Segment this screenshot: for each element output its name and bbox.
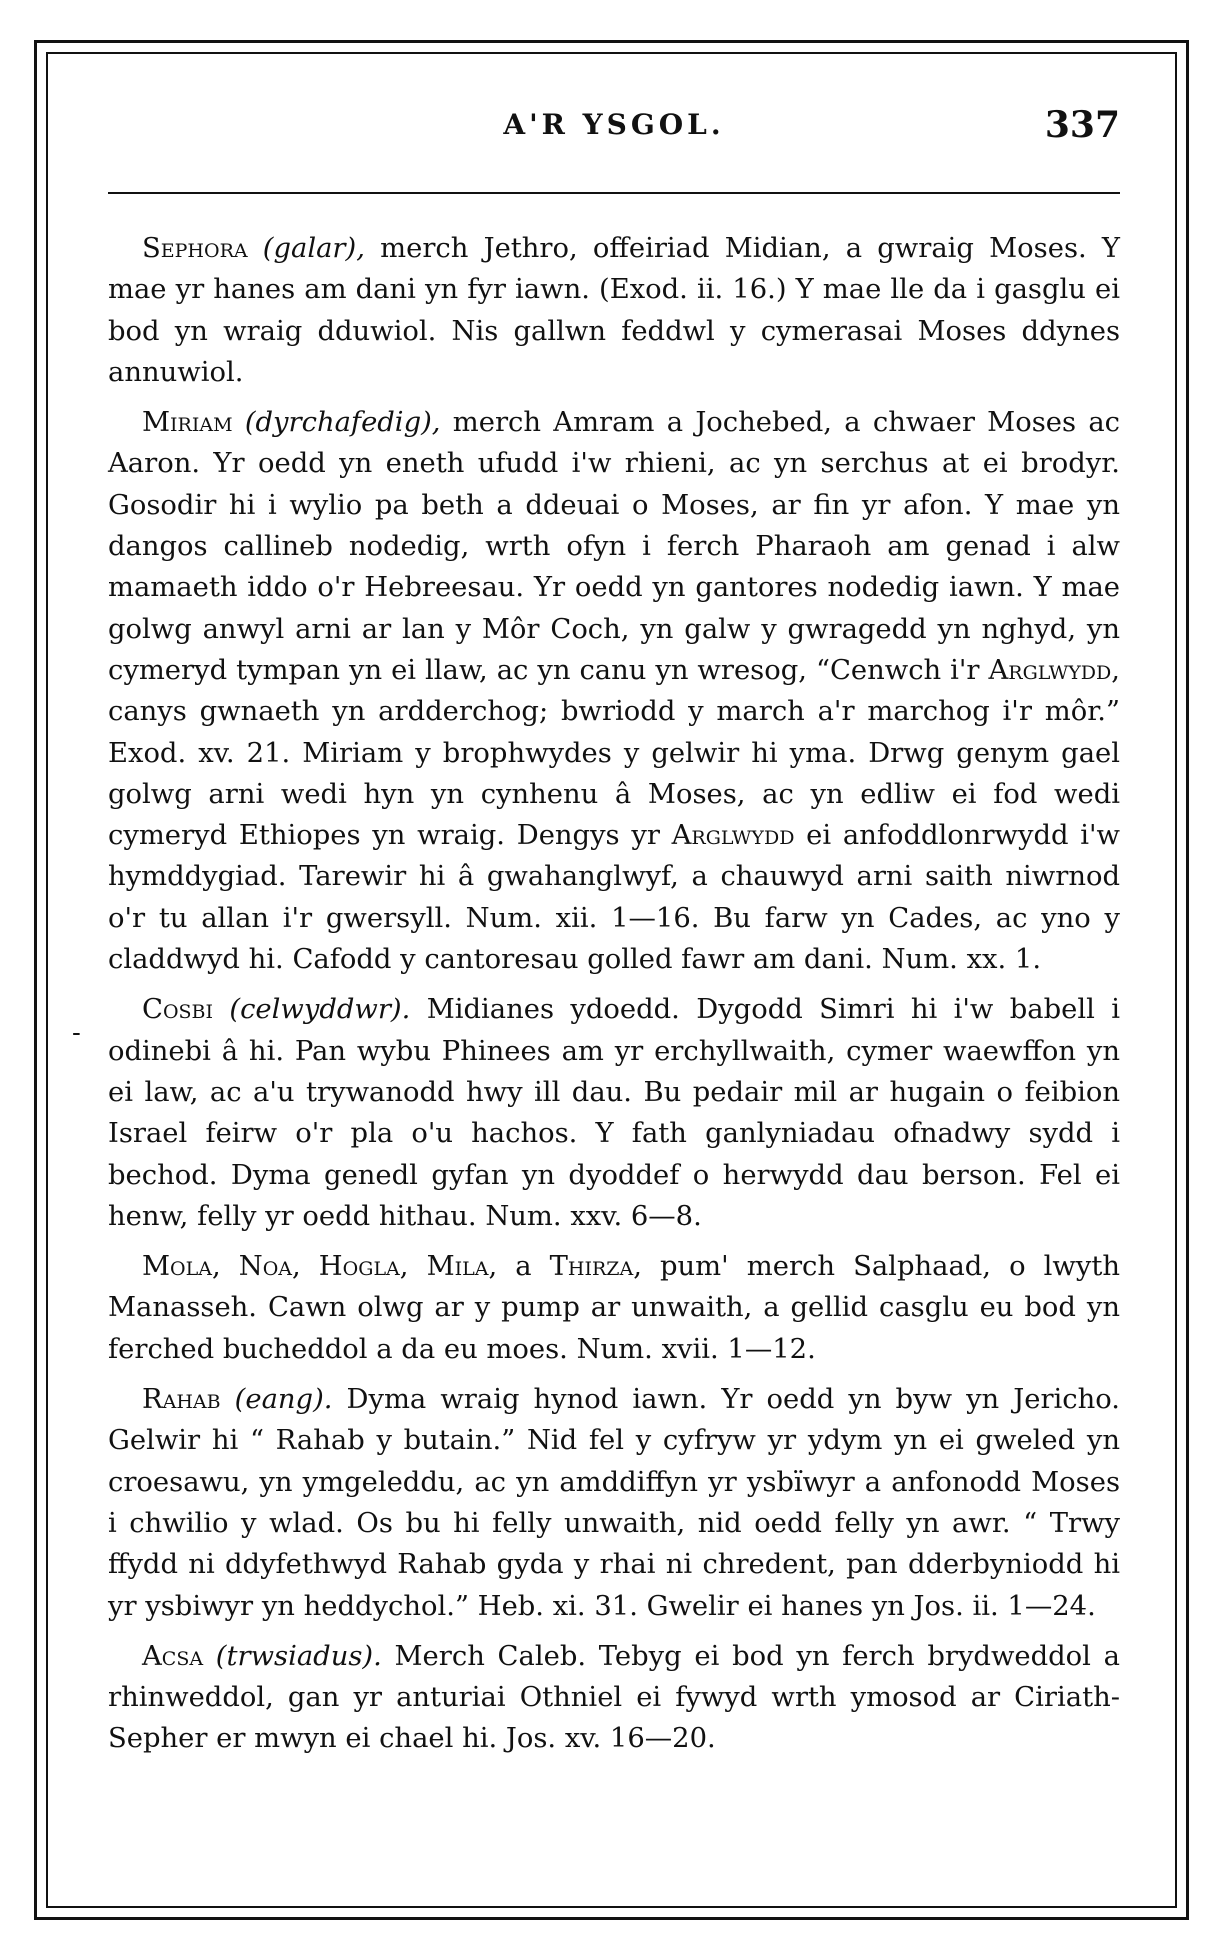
entry-gloss: (galar), — [262, 233, 365, 264]
running-title: A'R YSGOL. — [503, 108, 725, 141]
entry-text: Midianes ydoedd. Dygodd Simri hi i'w babell i odinebi â hi. Pan wybu Phinees am yr erchyllwaith, cymer waewffon yn ei law, ac a'u trywanodd hwy ill dau. Bu pedair mil ar hugain o feibion Israel feirw o'r pla o'u hachos. Y fath ganlyniadau ofnadwy sydd i bechod. Dyma genedl gyfan yn dyoddef o herwydd dau berson. Fel ei henw, felly yr oedd hithau. Num. xxv. 6—8. — [108, 994, 1120, 1232]
entry-name: Acsa — [142, 1640, 204, 1672]
entry-text: , canys gwnaeth yn ardderchog; bwriodd y march a'r marchog i'r môr.” Exod. xv. 21. Miriam y brophwydes y gelwir hi yma. Drwg genym gael golwg arni wedi hyn yn cynhenu â Moses, ac yn edliw ei fod wedi cymeryd Ethiopes yn wraig. Dengys yr — [108, 654, 1120, 852]
entry-text: Dyma wraig hynod iawn. Yr oedd yn byw yn Jericho. Gelwir hi “ Rahab y butain.” Nid fel y cyfryw yr ydym yn ei gweled yn croesawu, yn ymgeleddu, ac yn amddiffyn yr ysbïwyr a anfonodd Moses i chwilio y wlad. Os bu hi felly unwaith, nid oedd felly yn awr. “ Trwy ffydd ni ddyfethwyd Rahab gyda y rhai ni chredent, pan dderbyniodd hi yr ysbiwyr yn heddychol.” Heb. xi. 31. Gwelir ei hanes yn Jos. ii. 1—24. — [108, 1384, 1120, 1622]
margin-mark: - — [72, 1018, 81, 1048]
entry-gloss: (eang). — [234, 1384, 333, 1416]
entry-name: Cosbi — [142, 994, 214, 1026]
entry-gloss: (dyrchafedig), — [244, 407, 441, 439]
header-rule — [108, 192, 1120, 194]
entry-gloss: (trwsiadus). — [215, 1640, 382, 1672]
entry-rahab — [108, 1379, 1120, 1627]
entry-name: Hogla — [318, 1251, 400, 1283]
lord-name: Arglwydd — [988, 654, 1112, 686]
entry-name: Miriam — [142, 407, 233, 439]
entry-acsa — [108, 1636, 1120, 1760]
entry-name: Thirza — [549, 1251, 634, 1283]
entry-text: merch Jethro, offeiriad Midian, a gwraig Moses. Y mae yr hanes am dani yn fyr iawn. (Exod. ii. 16.) Y mae lle da i gasglu ei bod yn wraig dduwiol. Nis gallwn feddwl y cymerasai Moses ddynes annuwiol. — [108, 233, 1120, 388]
entry-sephora — [108, 228, 1120, 393]
entry-name: Rahab — [142, 1384, 221, 1416]
entry-gloss: (celwyddwr). — [229, 994, 411, 1026]
entry-daughters-of-salphaad: Mola, Noa, Hogla, Mila, a Thirza, pum' merch Salphaad, o lwyth Manasseh. Cawn olwg ar y pump ar unwaith, a gellid casglu eu bod yn ferched bucheddol a da eu moes. Num. xvii. 1—12. — [108, 1251, 1120, 1365]
lord-name: Arglwydd — [671, 820, 795, 852]
page-number: 337 — [1044, 104, 1120, 146]
entry-cosbi — [108, 989, 1120, 1237]
entry-text: merch Amram a Jochebed, a chwaer Moses ac Aaron. Yr oedd yn eneth ufudd i'w rhieni, ac yn serchus at ei brodyr. Gosodir hi i wylio pa beth a ddeuai o Moses, ar fin yr afon. Y mae yn dangos callineb nodedig, wrth ofyn i ferch Pharaoh am genad i alw mamaeth iddo o'r Hebreesau. Yr oedd yn gantores nodedig iawn. Y mae golwg anwyl arni ar lan y Môr Coch, yn galw y gwragedd yn nghyd, yn cymeryd tympan yn ei llaw, ac yn canu yn wresog, “Cenwch i'r — [108, 407, 1120, 686]
page-body — [108, 228, 1120, 1769]
page-header — [108, 104, 1120, 158]
entry-name: Mila — [426, 1251, 489, 1283]
entry-miriam — [108, 402, 1120, 980]
entry-text: Merch Caleb. Tebyg ei bod yn ferch brydweddol a rhinweddol, gan yr anturiai Othniel ei fywyd wrth ymosod ar Ciriath-Sepher er mwyn ei chael hi. Jos. xv. 16—20. — [108, 1640, 1120, 1755]
entry-text: ei anfoddlonrwydd i'w hymddygiad. Tarewir hi â gwahanglwyf, a chauwyd arni saith niwrnod o'r tu allan i'r gwersyll. Num. xii. 1—16. Bu farw yn Cades, ac yno y claddwyd hi. Cafodd y cantoresau golled fawr am dani. Num. xx. 1. — [108, 820, 1120, 976]
entry-name: Mola — [142, 1251, 212, 1283]
entry-text: , pum' merch Salphaad, o lwyth Manasseh. Cawn olwg ar y pump ar unwaith, a gellid casglu eu bod yn ferched bucheddol a da eu moes. Num. xvii. 1—12. — [108, 1251, 1120, 1365]
entry-name: Sephora — [142, 233, 248, 264]
entry-conjunction: a — [515, 1251, 532, 1283]
entry-name: Noa — [238, 1251, 293, 1283]
